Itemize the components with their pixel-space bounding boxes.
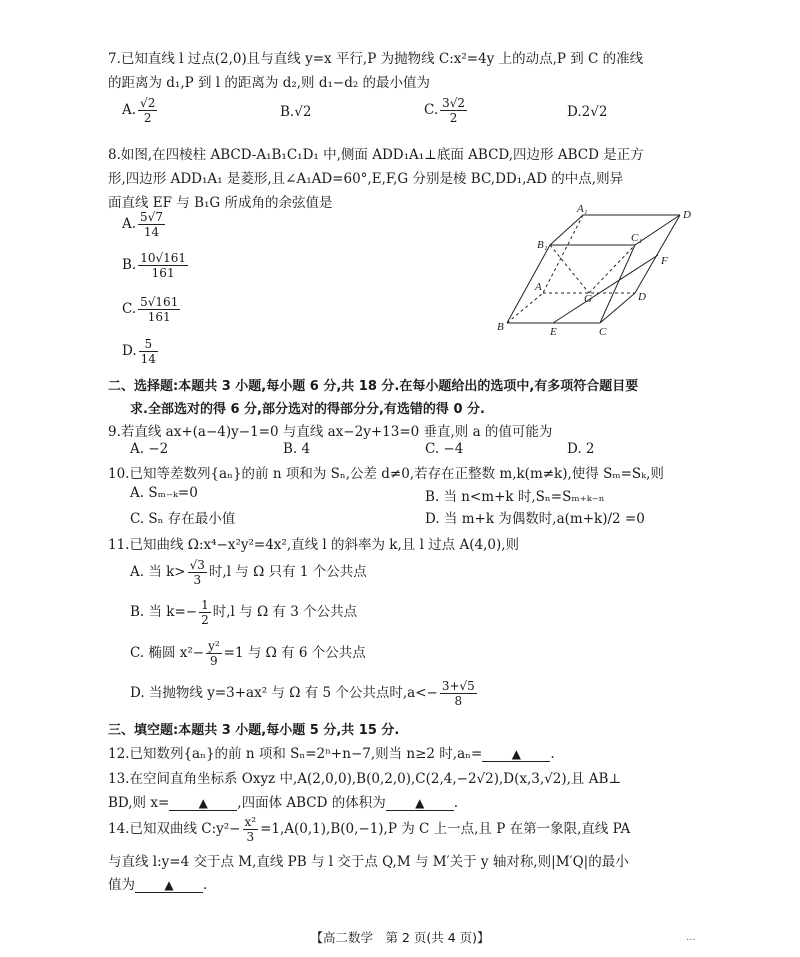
q11-stem: 11.已知曲线 Ω:x⁴−x²y²=4x²,直线 l 的斜率为 k,且 l 过点 A(4,0),则 bbox=[108, 537, 520, 553]
q11-option-d[interactable]: D. 当抛物线 y=3+ax² 与 Ω 有 5 个公共点时,a<− $\frac{3+√5}{8}$ bbox=[130, 679, 475, 708]
corner-mark: ... bbox=[686, 932, 696, 943]
q10-option-c[interactable]: C. Sₙ 存在最小值 bbox=[130, 511, 236, 527]
q13-answer-blank-volume[interactable]: ▲ bbox=[386, 796, 454, 811]
q13-line1: 13.在空间直角坐标系 Oxyz 中,A(2,0,0),B(0,2,0),C(2,4,−2√2),D(x,3,√2),且 AB⊥ bbox=[108, 771, 622, 787]
q10-option-a[interactable]: A. Sₘ₋ₖ=0 bbox=[130, 485, 198, 501]
label-a: A bbox=[535, 281, 542, 293]
q7-option-b[interactable]: B.√2 bbox=[280, 104, 312, 120]
q10-option-d[interactable]: D. 当 m+k 为偶数时,a(m+k)/2 =0 bbox=[425, 511, 645, 527]
label-d: D bbox=[638, 291, 646, 303]
label-a1: A₁ bbox=[577, 203, 588, 215]
q7-option-d[interactable]: D.2√2 bbox=[567, 104, 608, 120]
q8-option-b[interactable]: B. $\frac{10√161}{161}$ bbox=[122, 251, 187, 280]
q13-answer-blank-x[interactable]: ▲ bbox=[169, 796, 237, 811]
q8-option-c[interactable]: C. $\frac{5√161}{161}$ bbox=[122, 295, 179, 324]
q8-line3: 面直线 EF 与 B₁G 所成角的余弦值是 bbox=[108, 195, 333, 211]
q9-option-a[interactable]: A. −2 bbox=[130, 441, 169, 457]
q14-line1: 14.已知双曲线 C:y²− $\frac{\text{x²}}{3}$ =1,A(0,1),B(0,−1),P 为 C 上一点,且 P 在第一象限,直线 PA bbox=[108, 815, 631, 844]
q10-stem: 10.已知等差数列{aₙ}的前 n 项和为 Sₙ,公差 d≠0,若存在正整数 m,k(m≠k),使得 Sₘ=Sₖ,则 bbox=[108, 466, 664, 482]
q7-line1: 7.已知直线 l 过点(2,0)且与直线 y=x 平行,P 为抛物线 C:x²=4y 上的动点,P 到 C 的准线 bbox=[108, 51, 644, 67]
label-e: E bbox=[550, 326, 557, 338]
q9-option-c[interactable]: C. −4 bbox=[425, 441, 464, 457]
q14-line3: 值为 ▲ . bbox=[108, 877, 208, 893]
label-b1: B₁ bbox=[537, 239, 548, 251]
q8-option-d[interactable]: D. $\frac{5}{14}$ bbox=[122, 337, 156, 366]
q9-stem: 9.若直线 ax+(a−4)y−1=0 与直线 ax−2y+13=0 垂直,则 a 的值可能为 bbox=[108, 424, 553, 440]
section3-header: 三、填空题:本题共 3 小题,每小题 5 分,共 15 分. bbox=[108, 723, 400, 738]
q7-line2: 的距离为 d₁,P 到 l 的距离为 d₂,则 d₁−d₂ 的最小值为 bbox=[108, 75, 431, 91]
q13-line2: BD,则 x= ▲ ,四面体 ABCD 的体积为 ▲ . bbox=[108, 795, 459, 811]
q7-option-c[interactable]: C. $\frac{3√2}{2}$ bbox=[424, 96, 466, 125]
q9-option-b[interactable]: B. 4 bbox=[283, 441, 311, 457]
q12-answer-blank[interactable]: ▲ bbox=[482, 747, 550, 762]
q12-line: 12.已知数列{aₙ}的前 n 项和 Sₙ=2ⁿ+n−7,则当 n≥2 时,aₙ= ▲ . bbox=[108, 746, 555, 762]
q10-option-b[interactable]: B. 当 n<m+k 时,Sₙ=Sₘ₊ₖ₋ₙ bbox=[425, 489, 605, 505]
q11-option-b[interactable]: B. 当 k=− $\frac{1}{2}$ 时,l 与 Ω 有 3 个公共点 bbox=[130, 598, 358, 627]
q11-option-a[interactable]: A. 当 k> $\frac{√3}{3}$ 时,l 与 Ω 只有 1 个公共点 bbox=[130, 558, 367, 587]
q11-option-c[interactable]: C. 椭圆 x²− $\frac{\text{y²}}{9}$ =1 与 Ω 有 6 个公共点 bbox=[130, 639, 366, 668]
label-f: F bbox=[661, 255, 668, 267]
q7-options bbox=[122, 96, 682, 132]
label-c: C bbox=[599, 326, 607, 338]
q14-line2: 与直线 l:y=4 交于点 M,直线 PB 与 l 交于点 Q,M 与 M′关于 y 轴对称,则|M′Q|的最小 bbox=[108, 854, 629, 870]
q8-line1: 8.如图,在四棱柱 ABCD-A₁B₁C₁D₁ 中,侧面 ADD₁A₁⊥底面 ABCD,四边形 ABCD 是正方 bbox=[108, 147, 644, 163]
label-c1: C₁ bbox=[631, 232, 643, 244]
label-d1: D bbox=[683, 209, 691, 221]
label-b: B bbox=[497, 321, 504, 333]
label-g: G bbox=[584, 293, 592, 305]
prism-figure bbox=[495, 203, 695, 338]
q9-option-d[interactable]: D. 2 bbox=[567, 441, 595, 457]
page-footer: 【高二数学 第 2 页(共 4 页)】 bbox=[310, 930, 490, 945]
q7-option-a[interactable]: A. $\frac{√2}{2}$ bbox=[122, 96, 156, 125]
section2-header-line2: 求.全部选对的得 6 分,部分选对的得部分分,有选错的得 0 分. bbox=[130, 402, 485, 417]
q8-option-a[interactable]: A. $\frac{5√7}{14}$ bbox=[122, 210, 163, 239]
q8-line2: 形,四边形 ADD₁A₁ 是菱形,且∠A₁AD=60°,E,F,G 分别是棱 BC,DD₁,AD 的中点,则异 bbox=[108, 171, 624, 187]
q14-answer-blank[interactable]: ▲ bbox=[135, 878, 203, 893]
section2-header-line1: 二、选择题:本题共 3 小题,每小题 6 分,共 18 分.在每小题给出的选项中,有多项符合题目要 bbox=[108, 379, 639, 394]
